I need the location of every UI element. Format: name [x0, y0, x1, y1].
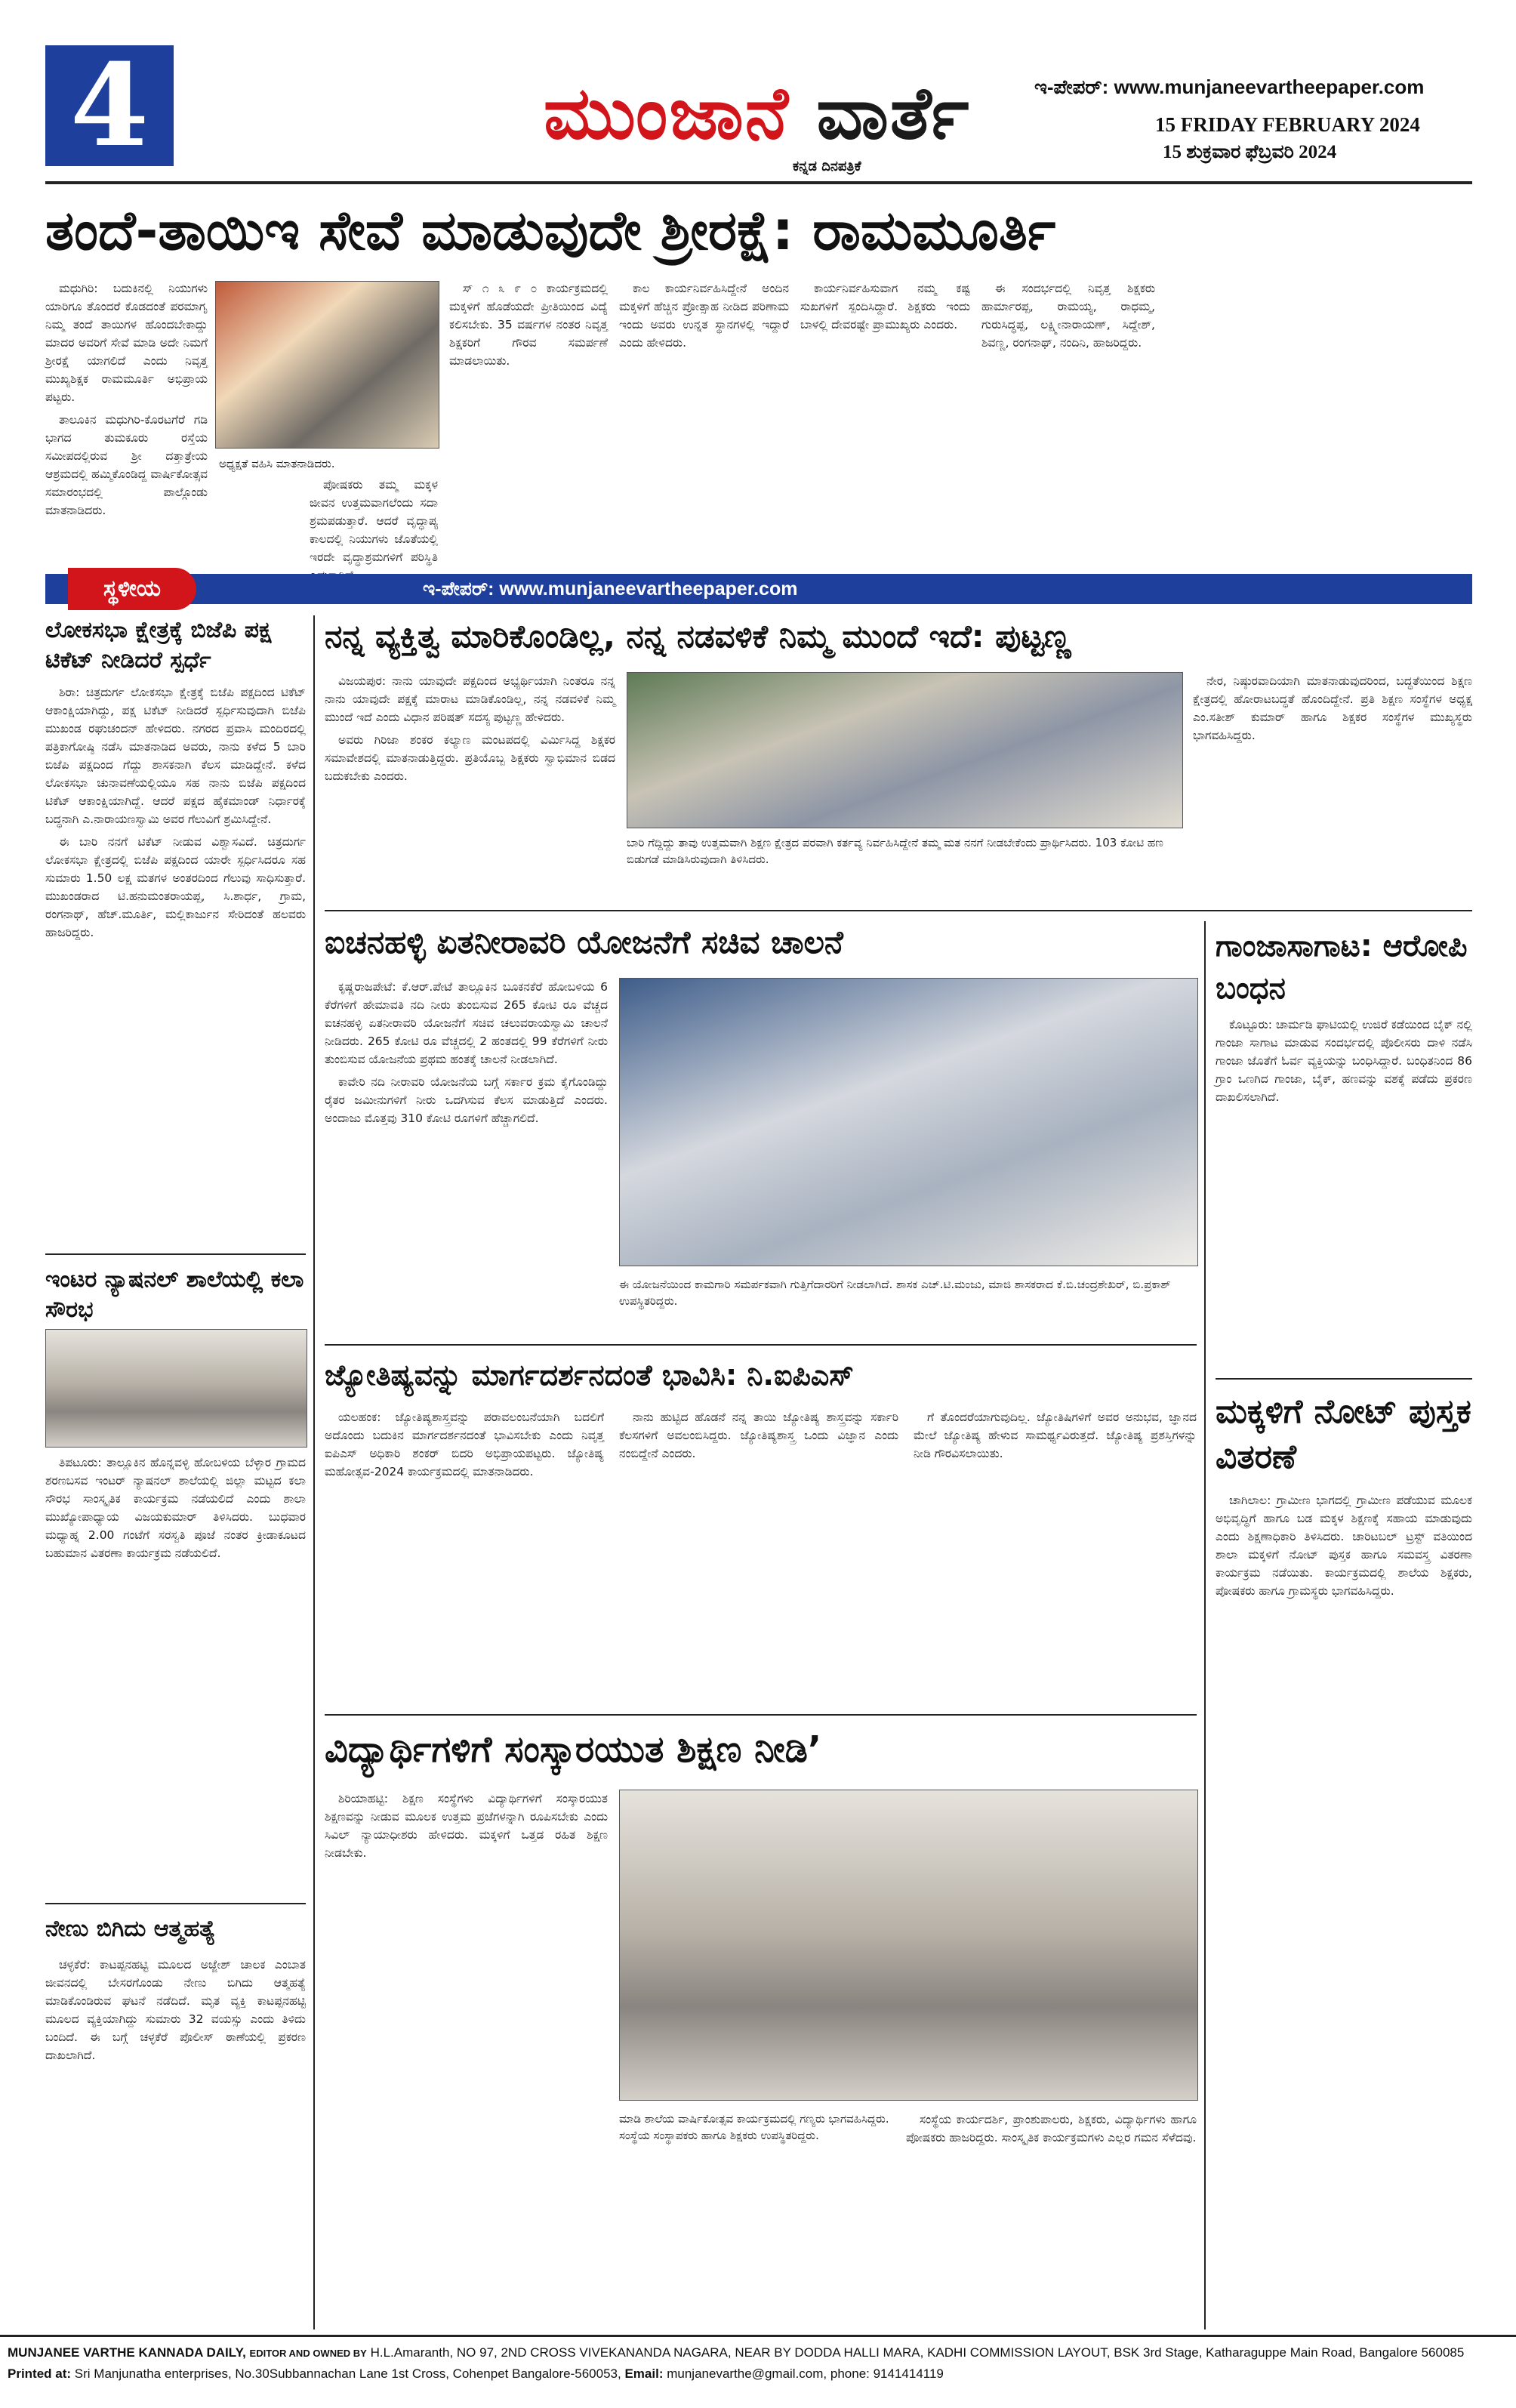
lead-paragraph: ಸ್ ೧ ೩ ೯ ೦ ಕಾರ್ಯಕ್ರಮದಲ್ಲಿ ಮಕ್ಕಳಿಗೆ ಹೊಡೆಯದೇ ಪ್ರೀತಿಯಿಂದ ವಿದ್ಯೆ ಕಲಿಸಬೇಕು. 35 ವರ್ಷಗಳ ನಂತರ ನಿವೃತ್ತ ಶಿಕ್ಷಕರಿಗೆ ಗೌರವ ಸಮರ್ಪಣೆ ಮಾಡಲಾಯಿತು. — [449, 282, 608, 368]
left-story-3-headline: ನೇಣು ಬಿಗಿದು ಆತ್ಮಹತ್ಯೆ — [45, 1916, 216, 1942]
story-paragraph: ನಾನು ಹುಟ್ಟಿದ ಹೊಡನೆ ನನ್ನ ತಾಯಿ ಜ್ಯೋತಿಷ್ಯ ಶಾಸ್ತ್ರವನ್ನು ಸರ್ಕಾರಿ ಕೆಲಸಗಳಿಗೆ ಅವಲಂಬಿಸಿದ್ದರು. ಜ್ಯೋತಿಷ್ಯಶಾಸ್ತ್ರ ಒಂದು ವಿಜ್ಞಾನ ಎಂದು ನಂಬಿದ್ದೇನೆ ಎಂದರು. — [619, 1411, 898, 1460]
footer-address: H.L.Amaranth, NO 97, 2ND CROSS VIVEKANANDA NAGARA, NEAR BY DODDA HALLI MARA, KADHI COMMISSION LAYOUT, BSK 3rd Stage, Katharaguppe Main Road, Bangalore 560085 — [370, 2345, 1465, 2360]
left-story-2-headline: ಇಂಟರ ನ್ಯಾಷನಲ್ ಶಾಲೆಯಲ್ಲಿ ಕಲಾ ಸೌರಭ — [45, 1266, 304, 1323]
column-rule — [313, 615, 315, 2329]
story-2-headline: ನನ್ನ ವ್ಯಕ್ತಿತ್ವ ಮಾರಿಕೊಂಡಿಲ್ಲ, ನನ್ನ ನಡವಳಿಕೆ ನಿಮ್ಮ ಮುಂದೆ ಇದೆ: ಪುಟ್ಟಣ್ಣ — [325, 618, 1071, 655]
left-story-1-body — [45, 683, 306, 946]
footer-printer: Sri Manjunatha enterprises, No.30Subbannachan Lane 1st Cross, Cohenpet Bangalore-560053, — [74, 2366, 621, 2381]
story-7-column-3 — [906, 2110, 1197, 2151]
story-5-body — [1216, 1491, 1472, 1605]
story-3-headline: ಐಚನಹಳ್ಳಿ ಏತನೀರಾವರಿ ಯೋಜನೆಗೆ ಸಚಿವ ಚಾಲನೆ — [325, 923, 843, 960]
lead-column-6 — [981, 279, 1155, 356]
story-2-column-3 — [1193, 672, 1472, 749]
newspaper-title — [544, 72, 970, 155]
story-5-headline: ಮಕ್ಕಳಿಗೆ ನೋಟ್ ಪುಸ್ತಕ ವಿತರಣೆ — [1216, 1392, 1471, 1476]
story-3-column-1 — [325, 978, 608, 1132]
divider — [45, 1903, 306, 1904]
story-paragraph: ಯಲಹಂಕ: ಜ್ಯೋತಿಷ್ಯಶಾಸ್ತ್ರವನ್ನು ಪರಾವಲಂಬನೆಯಾಗಿ ಬದಲಿಗೆ ಅದೊಂದು ಬದುಕಿನ ಮಾರ್ಗದರ್ಶನದಂತೆ ಭಾವಿಸಬೇಕು ಎಂದು ನಿವೃತ್ತ ಐಪಿಎಸ್ ಅಧಿಕಾರಿ ಶಂಕರ್ ಬಿದರಿ ಅಭಿಪ್ರಾಯಪಟ್ಟರು. ಜ್ಯೋತಿಷ್ಯ ಮಹೋತ್ಸವ-2024 ಕಾರ್ಯಕ್ರಮದಲ್ಲಿ ಮಾತನಾಡಿದರು. — [325, 1411, 604, 1478]
title-black: ವಾರ್ತೆ — [816, 71, 971, 156]
story-paragraph: ಸಂಸ್ಥೆಯ ಕಾರ್ಯದರ್ಶಿ, ಪ್ರಾಂಶುಪಾಲರು, ಶಿಕ್ಷಕರು, ವಿದ್ಯಾರ್ಥಿಗಳು ಹಾಗೂ ಪೋಷಕರು ಹಾಜರಿದ್ದರು. ಸಾಂಸ್ಕೃತಿಕ ಕಾರ್ಯಕ್ರಮಗಳು ಎಲ್ಲರ ಗಮನ ಸೆಳೆದವು. — [906, 2113, 1197, 2144]
story-7-headline: ವಿದ್ಯಾರ್ಥಿಗಳಿಗೆ ಸಂಸ್ಕಾರಯುತ ಶಿಕ್ಷಣ ನೀಡಿ’ — [325, 1728, 822, 1771]
footer-printed-label: Printed at: — [8, 2366, 72, 2381]
story-7-column-1 — [325, 1790, 608, 1867]
divider — [325, 1344, 1197, 1346]
divider — [325, 910, 1472, 911]
story-paragraph: ಈ ಬಾರಿ ನನಗೆ ಟಿಕೆಟ್ ನೀಡುವ ವಿಶ್ವಾಸವಿದೆ. ಚಿತ್ರದುರ್ಗ ಲೋಕಸಭಾ ಕ್ಷೇತ್ರದಲ್ಲಿ ಬಿಜೆಪಿ ಪಕ್ಷದಿಂದ ಯಾರೇ ಸ್ಪರ್ಧಿಸಿದರೂ ಸಹ ಸುಮಾರು 1.50 ಲಕ್ಷ ಮತಗಳ ಅಂತರದಿಂದ ಗೆಲುವು ಸಾಧಿಸುತ್ತಾರೆ. ಮುಖಂಡರಾದ ಟಿ.ಹನುಮಂತರಾಯಪ್ಪ, ಸಿ.ಶಾರ್ಧ, ಗ್ರಾಮ, ರಂಗನಾಥ್, ಹೆಚ್.ಮೂರ್ತಿ, ಮಲ್ಲಿಕಾರ್ಜುನ ಸೇರಿದಂತೆ ಹಲವರು ಹಾಜರಿದ್ದರು. — [45, 835, 306, 939]
footer-line-1 — [8, 2343, 1508, 2363]
divider — [325, 1714, 1197, 1716]
newspaper-subtitle: ಕನ್ನಡ ದಿನಪತ್ರಿಕೆ — [793, 159, 861, 174]
story-2-photo — [627, 672, 1183, 828]
lead-paragraph: ಈ ಸಂದರ್ಭದಲ್ಲಿ ನಿವೃತ್ತ ಶಿಕ್ಷಕರು ಹಾರ್ಮಾರಪ್ಪ, ರಾಮಯ್ಯ, ರಾಧಮ್ಮ, ಗುರುಸಿದ್ಧಪ್ಪ, ಲಕ್ಷ್ಮೀನಾರಾಯಣ್, ಸಿದ್ದೇಶ್, ಶಿವಣ್ಣ, ರಂಗನಾಥ್, ನಂದಿನಿ, ಹಾಜರಿದ್ದರು. — [981, 282, 1155, 350]
story-paragraph: ಅವರು ಗಿರಿಜಾ ಶಂಕರ ಕಲ್ಯಾಣ ಮಂಟಪದಲ್ಲಿ ವಿರ್ಮಿಸಿದ್ದ ಶಿಕ್ಷಕರ ಸಮಾವೇಶದಲ್ಲಿ ಮಾತನಾಡುತ್ತಿದ್ದರು. ಪ್ರತಿಯೊಬ್ಬ ಶಿಕ್ಷಕರು ಸ್ವಾಭಿಮಾನ ಬಿಡದ ಬದುಕಬೇಕು ಎಂದರು. — [325, 733, 615, 783]
story-paragraph: ಶಿರಾ: ಚಿತ್ರದುರ್ಗ ಲೋಕಸಭಾ ಕ್ಷೇತ್ರಕ್ಕೆ ಬಿಜೆಪಿ ಪಕ್ಷದಿಂದ ಟಿಕೆಟ್ ಆಕಾಂಕ್ಷಿಯಾಗಿದ್ದು, ಪಕ್ಷ ಟಿಕೆಟ್ ನೀಡಿದರೆ ಸ್ಪರ್ಧಿಸುವುದಾಗಿ ಬಿಜೆಪಿ ಮುಖಂಡ ರಘುಚಂದನ್ ಹೇಳಿದರು. ನಗರದ ಪ್ರವಾಸಿ ಮಂದಿರದಲ್ಲಿ ಪತ್ರಿಕಾಗೋಷ್ಠಿ ನಡೆಸಿ ಮಾತನಾಡಿದ ಅವರು, ನಾನು ಕಳೆದ 5 ಬಾರಿ ಬಿಜೆಪಿ ಪಕ್ಷದಿಂದ ಗೆದ್ದು ಶಾಸಕನಾಗಿ ಕೆಲಸ ಮಾಡಿದ್ದೇನೆ. ಕಳೆದ ಲೋಕಸಭಾ ಚುನಾವಣೆಯಲ್ಲಿಯೂ ಸಹ ನಾನು ಬಿಜೆಪಿ ಪಕ್ಷದಿಂದ ಟಿಕೆಟ್ ಆಕಾಂಕ್ಷಿಯಾಗಿದ್ದೆ. ಆದರೆ ಪಕ್ಷದ ಹೈಕಮಾಂಡ್ ನಿರ್ಧಾರಕ್ಕೆ ಬದ್ಧನಾಗಿ ಎ.ನಾರಾಯಣಸ್ವಾಮಿ ಅವರ ಗೆಲುವಿಗೆ ಶ್ರಮಿಸಿದ್ದೇನೆ. — [45, 686, 306, 826]
column-rule — [1204, 921, 1206, 2329]
story-paragraph: ಚಳ್ಳಕೆರೆ: ಕಾಟಪ್ಪನಹಟ್ಟಿ ಮೂಲದ ಅಜ್ಜೇಶ್ ಚಾಲಕ ಎಂಬಾತ ಜೀವನದಲ್ಲಿ ಬೇಸರಗೊಂಡು ನೇಣು ಬಿಗಿದು ಆತ್ಮಹತ್ಯೆ ಮಾಡಿಕೊಂಡಿರುವ ಘಟನೆ ನಡೆದಿದೆ. ಮೃತ ವ್ಯಕ್ತಿ ಕಾಟಪ್ಪನಹಟ್ಟಿ ಮೂಲದ ವ್ಯಕ್ತಿಯಾಗಿದ್ದು ಸುಮಾರು 32 ವಯಸ್ಸು ಎಂದು ತಿಳಿದು ಬಂದಿದೆ. ಈ ಬಗ್ಗೆ ಚಳ್ಳಕೆರೆ ಪೊಲೀಸ್ ಠಾಣೆಯಲ್ಲಿ ಪ್ರಕರಣ ದಾಖಲಾಗಿದೆ. — [45, 1958, 306, 2062]
lead-column-2 — [310, 476, 438, 589]
lead-column-5 — [800, 279, 970, 338]
masthead-rule — [45, 181, 1472, 184]
divider — [1216, 1378, 1472, 1380]
story-6-column-3 — [914, 1408, 1197, 1467]
story-3-photo — [619, 978, 1198, 1266]
footer-paper-name: MUNJANEE VARTHE KANNADA DAILY, — [8, 2345, 246, 2360]
footer-editor-label: EDITOR AND OWNED BY — [249, 2348, 367, 2359]
date-kannada: 15 ಶುಕ್ರವಾರ ಫೆಬ್ರವರಿ 2024 — [1163, 142, 1337, 162]
story-paragraph: ಶಿರಿಯಾಹಟ್ಟಿ: ಶಿಕ್ಷಣ ಸಂಸ್ಥೆಗಳು ವಿದ್ಯಾರ್ಥಿಗಳಿಗೆ ಸಂಸ್ಕಾರಯುತ ಶಿಕ್ಷಣವನ್ನು ನೀಡುವ ಮೂಲಕ ಉತ್ತಮ ಪ್ರಜೆಗಳನ್ನಾಗಿ ರೂಪಿಸಬೇಕು ಎಂದು ಸಿವಿಲ್ ನ್ಯಾಯಾಧೀಶರು ಹೇಳಿದರು. ಮಕ್ಕಳಿಗೆ ಒತ್ತಡ ರಹಿತ ಶಿಕ್ಷಣ ನೀಡಬೇಕು. — [325, 1792, 608, 1860]
lead-paragraph: ಪೋಷಕರು ತಮ್ಮ ಮಕ್ಕಳ ಜೀವನ ಉತ್ತಮವಾಗಲೆಂದು ಸದಾ ಶ್ರಮಪಡುತ್ತಾರೆ. ಆದರೆ ವೃದ್ಧಾಪ್ಯ ಕಾಲದಲ್ಲಿ ನಿಯುಗಳು ಜೊತೆಯಲ್ಲಿ ಇರದೇ ವೃದ್ಧಾಶ್ರಮಗಳಿಗೆ ಪರಿಸ್ಥಿತಿ — [310, 478, 438, 564]
title-red: ಮುಂಜಾನೆ — [544, 71, 790, 156]
lead-column-1 — [45, 279, 208, 524]
epaper-link[interactable]: ಇ-ಪೇಪರ್: www.munjaneevartheepaper.com — [1034, 76, 1425, 98]
story-paragraph: ನೇರ, ನಿಷ್ಠುರವಾದಿಯಾಗಿ ಮಾತನಾಡುವುದರಿಂದ, ಬದ್ಧತೆಯಿಂದ ಶಿಕ್ಷಣ ಕ್ಷೇತ್ರದಲ್ಲಿ ಹೋರಾಟಬದ್ಧತೆ ಹೊಂದಿದ್ದೇನೆ. ಪ್ರತಿ ಶಿಕ್ಷಣ ಸಂಸ್ಥೆಗಳ ಅಧ್ಯಕ್ಷ ಎಂ.ಸತೀಶ್ ಕುಮಾರ್ ಹಾಗೂ ಶಿಕ್ಷಕರ ಸಂಸ್ಥೆಗಳ ಮುಖ್ಯಸ್ಥರು ಭಾಗವಹಿಸಿದ್ದರು. — [1193, 674, 1472, 742]
lead-headline: ತಂದೆ-ತಾಯಿಇ ಸೇವೆ ಮಾಡುವುದೇ ಶ್ರೀರಕ್ಷೆ: ರಾಮಮೂರ್ತಿ — [45, 199, 1056, 262]
section-epaper-link[interactable]: ಇ-ಪೇಪರ್: www.munjaneevartheepaper.com — [423, 578, 798, 600]
lead-photo-caption: ಅಧ್ಯಕ್ಷತೆ ವಹಿಸಿ ಮಾತನಾಡಿದರು. — [219, 457, 335, 470]
story-6-column-1 — [325, 1408, 604, 1485]
story-paragraph: ಚಾಗಿಲಾಲ: ಗ್ರಾಮೀಣ ಭಾಗದಲ್ಲಿ ಗ್ರಾಮೀಣ ಪಡೆಯುವ ಮೂಲಕ ಅಭಿವೃದ್ಧಿಗೆ ಹಾಗೂ ಬಡ ಮಕ್ಕಳ ಶಿಕ್ಷಣಕ್ಕೆ ಸಹಾಯ ಮಾಡುವುದು ಎಂದು ಶಿಕ್ಷಣಾಧಿಕಾರಿ ತಿಳಿಸಿದರು. ಚಾರಿಟಬಲ್ ಟ್ರಸ್ಟ್ ವತಿಯಿಂದ ಶಾಲಾ ಮಕ್ಕಳಿಗೆ ನೋಟ್ ಪುಸ್ತಕ ಹಾಗೂ ಸಮವಸ್ತ್ರ ವಿತರಣಾ ಕಾರ್ಯಕ್ರಮ ನಡೆಯಿತು. ಕಾರ್ಯಕ್ರಮದಲ್ಲಿ ಶಾಲೆಯ ಶಿಕ್ಷಕರು, ಪೋಷಕರು ಹಾಗೂ ಗ್ರಾಮಸ್ಥರು ಭಾಗವಹಿಸಿದ್ದರು. — [1216, 1494, 1472, 1598]
left-story-1-headline: ಲೋಕಸಭಾ ಕ್ಷೇತ್ರಕ್ಕೆ ಬಿಜೆಪಿ ಪಕ್ಷ ಟಿಕೆಟ್ ನೀಡಿದರೆ ಸ್ಪರ್ಧೆ — [45, 617, 272, 674]
story-6-headline: ಜ್ಯೋತಿಷ್ಯವನ್ನು ಮಾರ್ಗದರ್ಶನದಂತೆ ಭಾವಿಸಿ: ನಿ.ಐಪಿಎಸ್ — [325, 1358, 854, 1392]
story-6-column-2 — [619, 1408, 898, 1467]
lead-paragraph: ಮಧುಗಿರಿ: ಬದುಕಿನಲ್ಲಿ ನಿಯುಗಳು ಯಾರಿಗೂ ತೊಂದರೆ ಕೊಡದಂತೆ ಪರಮಾಗೃ ನಿಮ್ಮ ತಂದೆ ತಾಯಿಗಳ ಹೊಂದಬೇಕಾದ್ದು ಮಾದರ ಅವರಿಗೆ ಸೇವೆ ಮಾಡಿ ಅದೇ ನಿಮಗೆ ಶ್ರೀರಕ್ಷೆ ಯಾಗಲಿದೆ ಎಂದು ನಿವೃತ್ತ ಮುಖ್ಯಶಿಕ್ಷಕ ರಾಮಮೂರ್ತಿ ಅಭಿಪ್ರಾಯ ಪಟ್ಟರು. — [45, 282, 208, 404]
footer-email[interactable]: munjanevarthe@gmail.com, — [667, 2366, 827, 2381]
story-4-body — [1216, 1016, 1472, 1111]
lead-column-3 — [449, 279, 608, 375]
lead-paragraph: ಕಾಲ ಕಾರ್ಯನಿರ್ವಹಿಸಿದ್ದೇನೆ ಅಂದಿನ ಮಕ್ಕಳಿಗೆ ಹೆಚ್ಚಿನ ಪ್ರೋತ್ಸಾಹ ನೀಡಿದ ಪರಿಣಾಮ ಇಂದು ಅವರು ಉನ್ನತ ಸ್ಥಾನಗಳಲ್ಲಿ ಇದ್ದಾರೆ ಎಂದು ಹೇಳಿದರು. — [619, 282, 789, 350]
lead-photo — [215, 281, 439, 449]
left-story-2-photo — [45, 1329, 307, 1448]
footer-email-label: Email: — [624, 2366, 664, 2381]
story-paragraph: ಕಾವೇರಿ ನದಿ ನೀರಾವರಿ ಯೋಜನೆಯ ಬಗ್ಗೆ ಸರ್ಕಾರ ಕ್ರಮ ಕೈಗೊಂಡಿದ್ದು ರೈತರ ಜಮೀನುಗಳಿಗೆ ನೀರು ಒದಗಿಸುವ ಕೆಲಸ ಮಾಡುತ್ತಿದೆ ಎಂದರು. ಅಂದಾಜು ಮೊತ್ತವು 310 ಕೋಟಿ ರೂಗಳಿಗೆ ಹೆಚ್ಚಾಗಲಿದೆ. — [325, 1075, 608, 1125]
page-number: 4 — [45, 45, 174, 166]
lead-paragraph: ಕಾರ್ಯನಿರ್ವಹಿಸುವಾಗ ನಮ್ಮ ಕಷ್ಟ ಸುಖಗಳಿಗೆ ಸ್ಪಂದಿಸಿದ್ದಾರೆ. ಶಿಕ್ಷಕರು ಇಂದು ಬಾಳಲ್ಲಿ ದೇವರಷ್ಟೇ ಪ್ರಾಮುಖ್ಯರು ಎಂದರು. — [800, 282, 970, 331]
story-paragraph: ಕೊಟ್ಟೂರು: ಚಾರ್ಮಡಿ ಘಾಟಿಯಲ್ಲಿ ಉಜಿರೆ ಕಡೆಯಿಂದ ಬೈಕ್ ನಲ್ಲಿ ಗಾಂಜಾ ಸಾಗಾಟ ಮಾಡುವ ಸಂದರ್ಭದಲ್ಲಿ ಪೊಲೀಸರು ದಾಳಿ ನಡೆಸಿ ಗಾಂಜಾ ಜೊತೆಗೆ ಓರ್ವ ವ್ಯಕ್ತಿಯನ್ನು ಬಂಧಿಸಿದ್ದಾರೆ. ಬಂಧಿತನಿಂದ 86 ಗ್ರಾಂ ಒಣಗಿದ ಗಾಂಜಾ, ಬೈಕ್, ಹಣವನ್ನು ವಶಕ್ಕೆ ಪಡೆದು ಪ್ರಕರಣ ದಾಖಲಿಸಲಾಗಿದೆ. — [1216, 1018, 1472, 1104]
footer-line-2 — [8, 2364, 1508, 2384]
footer-rule — [0, 2335, 1516, 2337]
story-paragraph: ಕೃಷ್ಣರಾಜಪೇಟೆ: ಕೆ.ಆರ್.ಪೇಟೆ ತಾಲ್ಲೂಕಿನ ಬೂಕನಕೆರೆ ಹೋಬಳಿಯ 6 ಕೆರೆಗಳಿಗೆ ಹೇಮಾವತಿ ನದಿ ನೀರು ತುಂಬಿಸುವ 265 ಕೋಟಿ ರೂ ವೆಚ್ಚದ ಐಚನಹಳ್ಳಿ ಏತನೀರಾವರಿ ಯೋಜನೆಗೆ ಸಚಿವ ಚಲುವರಾಯಸ್ವಾಮಿ ಚಾಲನೆ ನೀಡಿದರು. 265 ಕೋಟಿ ರೂ ವೆಚ್ಚದಲ್ಲಿ 2 ಹಂತದಲ್ಲಿ 99 ಕೆರೆಗಳಿಗೆ ನೀರು ತುಂಬಿಸುವ ಯೋಜನೆಯ ಪ್ರಥಮ ಹಂತಕ್ಕೆ ಚಾಲನೆ ನೀಡಲಾಗಿದೆ. — [325, 980, 608, 1066]
footer-phone: phone: 9141414119 — [830, 2366, 944, 2381]
story-paragraph: ವಿಜಯಪುರ: ನಾನು ಯಾವುದೇ ಪಕ್ಷದಿಂದ ಅಭ್ಯರ್ಥಿಯಾಗಿ ನಿಂತರೂ ನನ್ನ ನಾನು ಯಾವುದೇ ಪಕ್ಷಕ್ಕೆ ಮಾರಾಟ ಮಾಡಿಕೊಂಡಿಲ್ಲ, ನನ್ನ ನಡವಳಿಕೆ ನಿಮ್ಮ ಮುಂದೆ ಇದೆ ಎಂದು ವಿಧಾನ ಪರಿಷತ್ ಸದಸ್ಯ ಪುಟ್ಟಣ್ಣ ಹೇಳಿದರು. — [325, 674, 615, 724]
story-2-photo-caption: ಬಾರಿ ಗೆದ್ದಿದ್ದು ತಾವು ಉತ್ತಮವಾಗಿ ಶಿಕ್ಷಣ ಕ್ಷೇತ್ರದ ಪರವಾಗಿ ಕರ್ತವ್ಯ ನಿರ್ವಹಿಸಿದ್ದೇನೆ ತಮ್ಮ ಮತ ನನಗೆ ನೀಡಬೇಕೆಂದು ಪ್ರಾರ್ಥಿಸಿದರು. 103 ಕೋಟಿ ಹಣ ಬಿಡುಗಡೆ ಮಾಡಿಸಿರುವುದಾಗಿ ತಿಳಿಸಿದರು. — [627, 836, 1163, 866]
story-3-photo-caption: ಈ ಯೋಜನೆಯಿಂದ ಕಾಮಗಾರಿ ಸಮರ್ಪಕವಾಗಿ ಗುತ್ತಿಗೆದಾರರಿಗೆ ನೀಡಲಾಗಿದೆ. ಶಾಸಕ ಎಚ್.ಟಿ.ಮಂಜು, ಮಾಜಿ ಶಾಸಕರಾದ ಕೆ.ಬಿ.ಚಂದ್ರಶೇಖರ್, ಬಿ.ಪ್ರಕಾಶ್ ಉಪಸ್ಥಿತರಿದ್ದರು. — [619, 1278, 1171, 1308]
left-story-3-body — [45, 1956, 306, 2069]
date-english: 15 FRIDAY FEBRUARY 2024 — [1155, 113, 1420, 136]
story-2-column-1 — [325, 672, 615, 790]
story-4-headline: ಗಾಂಜಾಸಾಗಾಟ: ಆರೋಪಿ ಬಂಧನ — [1216, 929, 1468, 1006]
story-paragraph: ತಿಪಟೂರು: ತಾಲ್ಲೂಕಿನ ಹೊನ್ನವಳ್ಳಿ ಹೋಬಳಿಯ ಬೆಳ್ಳಾರ ಗ್ರಾಮದ ಶರಣಬಸವ ಇಂಟರ್ ನ್ಯಾಷನಲ್ ಶಾಲೆಯಲ್ಲಿ ಜಿಲ್ಲಾ ಮಟ್ಟದ ಕಲಾ ಸೌರಭ ಸಾಂಸ್ಕೃತಿಕ ಕಾರ್ಯಕ್ರಮ ನಡೆಯಲಿದೆ ಎಂದು ಶಾಲಾ ಮುಖ್ಯೋಪಾಧ್ಯಾಯ ವಿಜಯಕುಮಾರ್ ತಿಳಿಸಿದರು. ಬುಧವಾರ ಮಧ್ಯಾಹ್ನ 2.00 ಗಂಟೆಗೆ ಸರಸ್ವತಿ ಪೂಜೆ ನಂತರ ಕ್ರೀಡಾಕೂಟದ ಬಹುಮಾನ ವಿತರಣಾ ಕಾರ್ಯಕ್ರಮ ನಡೆಯಲಿದೆ. — [45, 1456, 306, 1560]
lead-paragraph: ತಾಲೂಕಿನ ಮಧುಗಿರಿ-ಕೊರಟಗೆರೆ ಗಡಿ ಭಾಗದ ತುಮಕೂರು ರಸ್ತೆಯ ಸಮೀಪದಲ್ಲಿರುವ ಶ್ರೀ ದತ್ತಾತ್ರೇಯ ಆಶ್ರಮದಲ್ಲಿ ಹಮ್ಮಿಕೊಂಡಿದ್ದ ವಾರ್ಷಿಕೋತ್ಸವ ಸಮಾರಂಭದಲ್ಲಿ ಪಾಲ್ಗೊಂಡು ಮಾತನಾಡಿದರು. — [45, 413, 208, 517]
left-story-2-body — [45, 1454, 306, 1567]
divider — [45, 1253, 306, 1255]
section-tag: ಸ್ಥಳೀಯ — [68, 568, 196, 610]
lead-column-4 — [619, 279, 789, 356]
story-paragraph: ಗೆ ತೊಂದರೆಯಾಗುವುದಿಲ್ಲ. ಜ್ಯೋತಿಷಿಗಳಿಗೆ ಅವರ ಅನುಭವ, ಜ್ಞಾನದ ಮೇಲೆ ಜ್ಯೋತಿಷ್ಯ ಹೇಳುವ ಸಾಮರ್ಥ್ಯವಿರುತ್ತದೆ. ಜ್ಯೋತಿಷ್ಯ ಪ್ರಶಸ್ತಿಗಳನ್ನು ನೀಡಿ ಗೌರವಿಸಲಾಯಿತು. — [914, 1411, 1197, 1460]
story-7-photo-caption: ಮಾಡಿ ಶಾಲೆಯ ವಾರ್ಷಿಕೋತ್ಸವ ಕಾರ್ಯಕ್ರಮದಲ್ಲಿ ಗಣ್ಯರು ಭಾಗವಹಿಸಿದ್ದರು. ಸಂಸ್ಥೆಯ ಸಂಸ್ಥಾಪಕರು ಹಾಗೂ ಶಿಕ್ಷಕರು ಉಪಸ್ಥಿತರಿದ್ದರು. — [619, 2112, 889, 2142]
story-7-photo — [619, 1790, 1198, 2101]
